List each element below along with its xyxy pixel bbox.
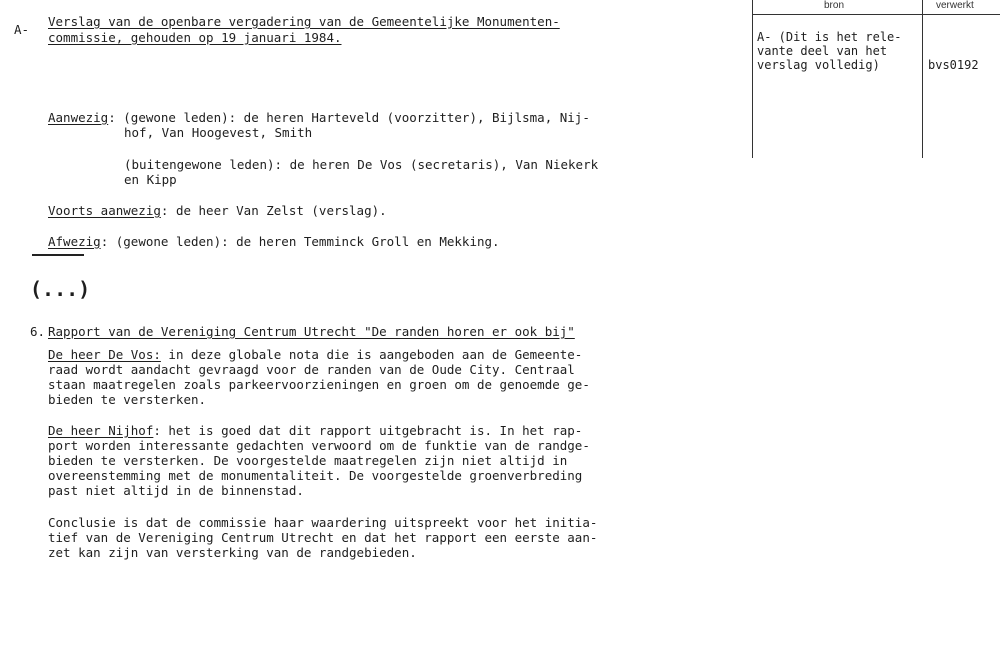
- column-header-verwerkt: verwerkt: [936, 0, 974, 11]
- aanwezig-label: Aanwezig: [48, 110, 109, 125]
- item-title: Rapport van de Vereniging Centrum Utrecht "De randen horen er ook bij": [48, 324, 575, 339]
- separator-rule: [32, 254, 84, 256]
- table-left-border: [752, 0, 753, 158]
- aanwezig-line-1: [48, 110, 590, 125]
- devos-label: De heer De Vos:: [48, 347, 161, 362]
- afwezig-line: [48, 234, 500, 249]
- voorts-label: Voorts aanwezig: [48, 203, 161, 218]
- devos-first-line: [48, 347, 582, 362]
- devos-paragraph: raad wordt aandacht gevraagd voor de randen van de Oude City. Centraal staan maatregelen zoals parkeervoorzieningen en groen om de genoemde ge- bieden te versterken.: [48, 362, 590, 407]
- registration-table: [752, 0, 1000, 158]
- voorts-aanwezig-line: [48, 203, 387, 218]
- table-header-rule: [752, 14, 1000, 15]
- devos-text-start: in deze globale nota die is aangeboden aan de Gemeente-: [160, 347, 583, 362]
- nijhof-first-line: [48, 423, 582, 438]
- item-number: 6.: [30, 324, 46, 339]
- bron-cell-text: A- (Dit is het rele- vante deel van het verslag volledig): [757, 30, 902, 72]
- afwezig-text: : (gewone leden): de heren Temminck Groll en Mekking.: [100, 234, 500, 249]
- verwerkt-cell-text: bvs0192: [928, 58, 979, 72]
- nijhof-label: De heer Nijhof: [48, 423, 154, 438]
- aanwezig-text: : (gewone leden): de heren Harteveld (voorzitter), Bijlsma, Nij-: [108, 110, 590, 125]
- buitengewone-line-1: (buitengewone leden): de heren De Vos (secretaris), Van Niekerk: [124, 157, 599, 172]
- document-title-line-1: Verslag van de openbare vergadering van de Gemeentelijke Monumenten-: [48, 14, 560, 29]
- column-header-bron: bron: [824, 0, 845, 11]
- document-title-line-2: commissie, gehouden op 19 januari 1984.: [48, 30, 342, 45]
- buitengewone-line-2: en Kipp: [124, 172, 177, 187]
- voorts-text: : de heer Van Zelst (verslag).: [160, 203, 387, 218]
- nijhof-paragraph: port worden interessante gedachten verwoord om de funktie van de randge- bieden te versterken. De voorgestelde maatregelen zijn niet altijd in overeenstemming met de monumentaliteit. De voorgestelde groenverbreding past niet altijd in de binnenstad.: [48, 438, 590, 498]
- afwezig-label: Afwezig: [48, 234, 101, 249]
- conclusie-paragraph: Conclusie is dat de commissie haar waardering uitspreekt voor het initia- tief van de Vereniging Centrum Utrecht en dat het rapport een eerste aan- zet kan zijn van versterking van de randgebieden.: [48, 515, 598, 560]
- ellipsis-marker: (...): [30, 277, 91, 301]
- aanwezig-line-2: hof, Van Hoogevest, Smith: [124, 125, 313, 140]
- nijhof-text-start: : het is goed dat dit rapport uitgebracht is. In het rap-: [153, 423, 583, 438]
- margin-mark: A-: [14, 22, 30, 37]
- table-column-divider: [922, 0, 923, 158]
